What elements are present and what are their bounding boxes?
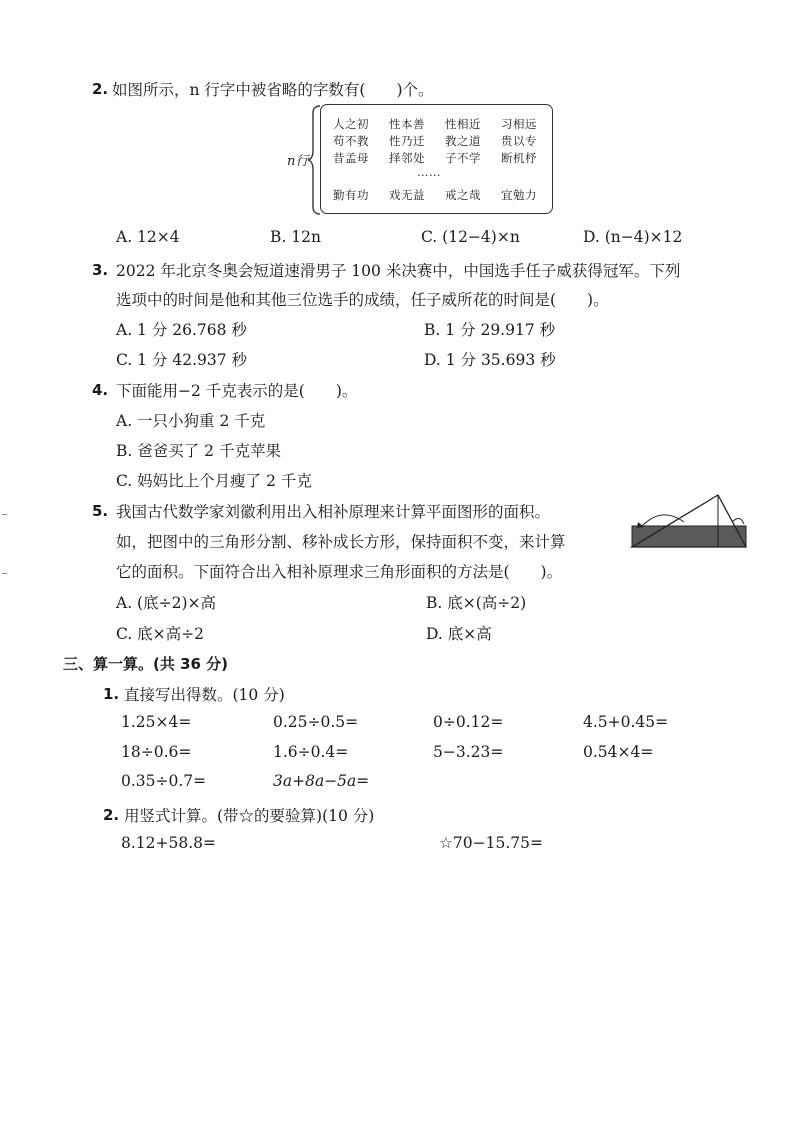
poem-phrase: 性相近 (445, 117, 481, 131)
calc-item: 0.25÷0.5= (273, 713, 359, 731)
option-d: D. 1 分 35.693 秒 (424, 351, 556, 369)
section-title: 三、算一算。(共 36 分) (63, 655, 229, 673)
option-c: C. (12−4)×n (421, 228, 520, 246)
question-number: 2. (103, 806, 120, 824)
poem-phrase: 昔孟母 (333, 151, 369, 165)
poem-row (333, 187, 557, 203)
question-5-line2: 如，把图中的三角形分割、移补成长方形，保持面积不变，来计算 (116, 533, 566, 551)
poem-box (320, 104, 553, 214)
poem-phrase: 教之道 (445, 134, 481, 148)
option-b: B. 12n (270, 228, 321, 246)
poem-phrase: 性本善 (389, 117, 425, 131)
option-c: C. 底×高÷2 (116, 625, 204, 643)
calc-item: 18÷0.6= (121, 743, 192, 761)
poem-phrase: 子不学 (445, 151, 481, 165)
subquestion-title: 用竖式计算。(带☆的要验算)(10 分) (124, 807, 375, 825)
poem-phrase: 戒之哉 (445, 188, 481, 202)
question-number: 1. (103, 685, 120, 703)
poem-phrase: 苟不教 (333, 134, 369, 148)
calc-item: 0.54×4= (583, 743, 654, 761)
question-number: 3. (92, 261, 109, 279)
poem-phrase: 人之初 (333, 117, 369, 131)
poem-phrase: 宜勉力 (501, 188, 537, 202)
margin-mark (2, 514, 7, 515)
subquestion-title: 直接写出得数。(10 分) (124, 686, 285, 704)
calc-item: ☆70−15.75= (439, 834, 543, 852)
option-c: C. 1 分 42.937 秒 (116, 351, 248, 369)
poem-phrase: 戏无益 (389, 188, 425, 202)
option-b: B. 1 分 29.917 秒 (424, 321, 556, 339)
calc-item: 0.35÷0.7= (121, 772, 207, 790)
poem-phrase: 断机杼 (501, 151, 537, 165)
calc-item: 4.5+0.45= (583, 713, 669, 731)
poem-row (333, 116, 557, 132)
option-d: D. (n−4)×12 (583, 228, 683, 246)
poem-row (333, 133, 557, 149)
triangle-area-diagram (628, 492, 750, 554)
calc-item: 0÷0.12= (433, 713, 504, 731)
calc-item: 5−3.23= (433, 743, 504, 761)
option-a: A. 12×4 (116, 228, 180, 246)
calc-item: 3a+8a−5a= (273, 772, 370, 790)
calc-item: 8.12+58.8= (121, 834, 216, 852)
calc-item: 1.6÷0.4= (273, 743, 349, 761)
poem-phrase: 勤有功 (333, 188, 369, 202)
option-b: B. 底×(高÷2) (426, 594, 527, 612)
n-rows-label: n行 (287, 154, 309, 169)
question-5-line1: 我国古代数学家刘徽利用出入相补原理来计算平面图形的面积。 (116, 503, 551, 521)
question-5-line3: 它的面积。下面符合出入相补原理求三角形面积的方法是( )。 (116, 563, 563, 581)
poem-ellipsis: …… (417, 165, 441, 179)
poem-row (333, 150, 557, 166)
poem-phrase: 性乃迁 (389, 134, 425, 148)
option-a: A. 1 分 26.768 秒 (116, 321, 247, 339)
poem-phrase: 贵以专 (501, 134, 537, 148)
option-a: A. (底÷2)×高 (116, 594, 216, 612)
option-d: D. 底×高 (426, 625, 492, 643)
question-number: 4. (92, 381, 109, 399)
question-number: 5. (92, 502, 109, 520)
calc-item: 1.25×4= (121, 713, 192, 731)
margin-mark (2, 573, 7, 574)
option-a: A. 一只小狗重 2 千克 (116, 412, 266, 430)
poem-phrase: 择邻处 (389, 151, 425, 165)
question-3-line1: 2022 年北京冬奥会短道速滑男子 100 米决赛中，中国选手任子威获得冠军。下列 (116, 262, 681, 280)
question-3-line2: 选项中的时间是他和其他三位选手的成绩，任子威所花的时间是( )。 (116, 291, 609, 309)
question-2-text: 如图所示，n 行字中被省略的字数有( )个。 (112, 81, 434, 99)
question-number: 2. (92, 80, 109, 98)
option-b: B. 爸爸买了 2 千克苹果 (116, 442, 281, 460)
option-c: C. 妈妈比上个月瘦了 2 千克 (116, 472, 312, 490)
question-4-text: 下面能用−2 千克表示的是( )。 (116, 382, 358, 400)
poem-phrase: 习相远 (501, 117, 537, 131)
